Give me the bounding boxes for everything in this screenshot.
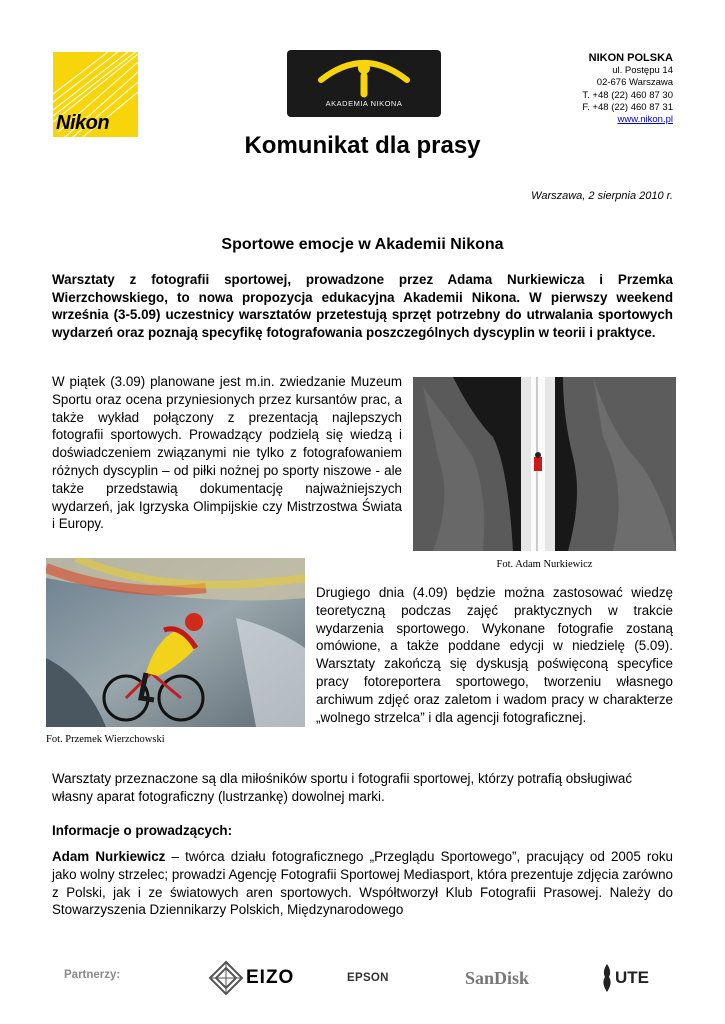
page-title: Komunikat dla prasy [244, 132, 481, 159]
company-fax: F. +48 (22) 460 87 31 [582, 101, 673, 113]
partners-label: Partnerzy: [64, 969, 121, 981]
eizo-text: EIZO [246, 967, 295, 988]
akademia-figure-icon [287, 50, 441, 100]
paragraph-3: Warsztaty przeznaczone są dla miłośników sportu i fotografii sportowej, którzy potrafią obsługiwać własny aparat fotograficzny (lustrzankę) dowolnej marki. [52, 771, 633, 804]
eizo-diamond-icon [208, 960, 244, 996]
company-city: 02-676 Warszawa [596, 77, 673, 89]
photo-caption-1: Fot. Adam Nurkiewicz [496, 559, 593, 570]
paragraph-1: W piątek (3.09) planowane jest m.in. zwiedzanie Muzeum Sportu oraz ocena przyniesionych przez kursantów prac, a także wykład połączony z prezentacją najlepszych fotografii sportowych. Prowadzący podzielą się wiedzą i doświadczeniem związanymi nie tylko z fotografowaniem różnych dyscyplin – od piłki nożnej po sporty niszowe - ale także przedstawią dokumentację najważniejszych wydarzeń, jak Igrzyska Olimpijskie czy Mistrzostwa Świata i Europy. [52, 374, 402, 532]
lead-paragraph: Warsztaty z fotografii sportowej, prowadzone przez Adama Nurkiewicza i Przemka Wierzchowskiego, to nowa propozycja edukacyjna Akademii Nikona. W pierwszy weekend września (3-5.09) uczestnicy warsztatów przetestują sprzęt potrzebny do utrwalania sportowych wydarzeń oraz poznają specyfikę fotografowania poszczególnych dyscyplin w teorii i praktyce. [52, 272, 673, 341]
nikon-logo [53, 52, 138, 137]
company-street: ul. Postępu 14 [612, 65, 673, 76]
ute-text: UTE [615, 968, 649, 987]
headline: Sportowe emocje w Akademii Nikona [221, 236, 504, 253]
info-heading: Informacje o prowadzących: [52, 823, 233, 838]
bio-paragraph [52, 848, 673, 919]
partner-eizo-logo [208, 958, 294, 998]
photo-cyclist-race [46, 558, 305, 727]
akademia-nikona-logo [287, 50, 441, 117]
epson-text: EPSON [347, 972, 389, 984]
track-photo-image [413, 377, 676, 551]
partner-ute-logo [600, 958, 649, 998]
partner-epson-logo [347, 958, 389, 998]
photo-caption-2: Fot. Przemek Wierzchowski [46, 734, 165, 745]
partner-sandisk-logo [465, 958, 529, 998]
company-website-link[interactable]: www.nikon.pl [617, 114, 673, 126]
ute-flame-icon [600, 963, 614, 993]
company-phone: T. +48 (22) 460 87 30 [582, 89, 673, 101]
bio-text: – twórca działu fotograficznego „Przeglądu Sportowego”, pracujący od 2005 roku jako wolny strzelec; prowadzi Agencję Fotografii Sportowej Mediasport, która prezentuje zdjęcia zarówno z Polski, jak i ze światowych aren sportowych. Współtworzył Klub Fotografii Prasowej. Należy do Stowarzyszenia Dziennikarzy Polskich, Międzynarodowego [52, 849, 673, 918]
paragraph-2: Drugiego dnia (4.09) będzie można zastosować wiedzę teoretyczną podczas zajęć praktycznych w trakcie wydarzenia sportowego. Wykonane fotografie zostaną omówione, a także poddane edycji w niedzielę (5.09). Warsztaty zakończą się dyskusją poświęconą specyfice pracy fotoreportera sportowego, tworzeniu własnego archiwum zdjęć oraz zaletom i wadom pracy w charakterze „wolnego strzelca” i dla agencji fotograficznej. [316, 585, 673, 725]
company-name: NIKON POLSKA [588, 52, 673, 64]
bio-name: Adam Nurkiewicz [52, 849, 166, 864]
company-info [582, 52, 673, 126]
nikon-wordmark: Nikon [56, 112, 110, 134]
akademia-logo-text: AKADEMIA NIKONA [325, 99, 403, 108]
photo-track-cyclist [413, 377, 676, 551]
sandisk-text: SanDisk [465, 967, 530, 988]
press-date: Warszawa, 2 sierpnia 2010 r. [531, 190, 673, 202]
cyclist-photo-image [46, 558, 305, 727]
